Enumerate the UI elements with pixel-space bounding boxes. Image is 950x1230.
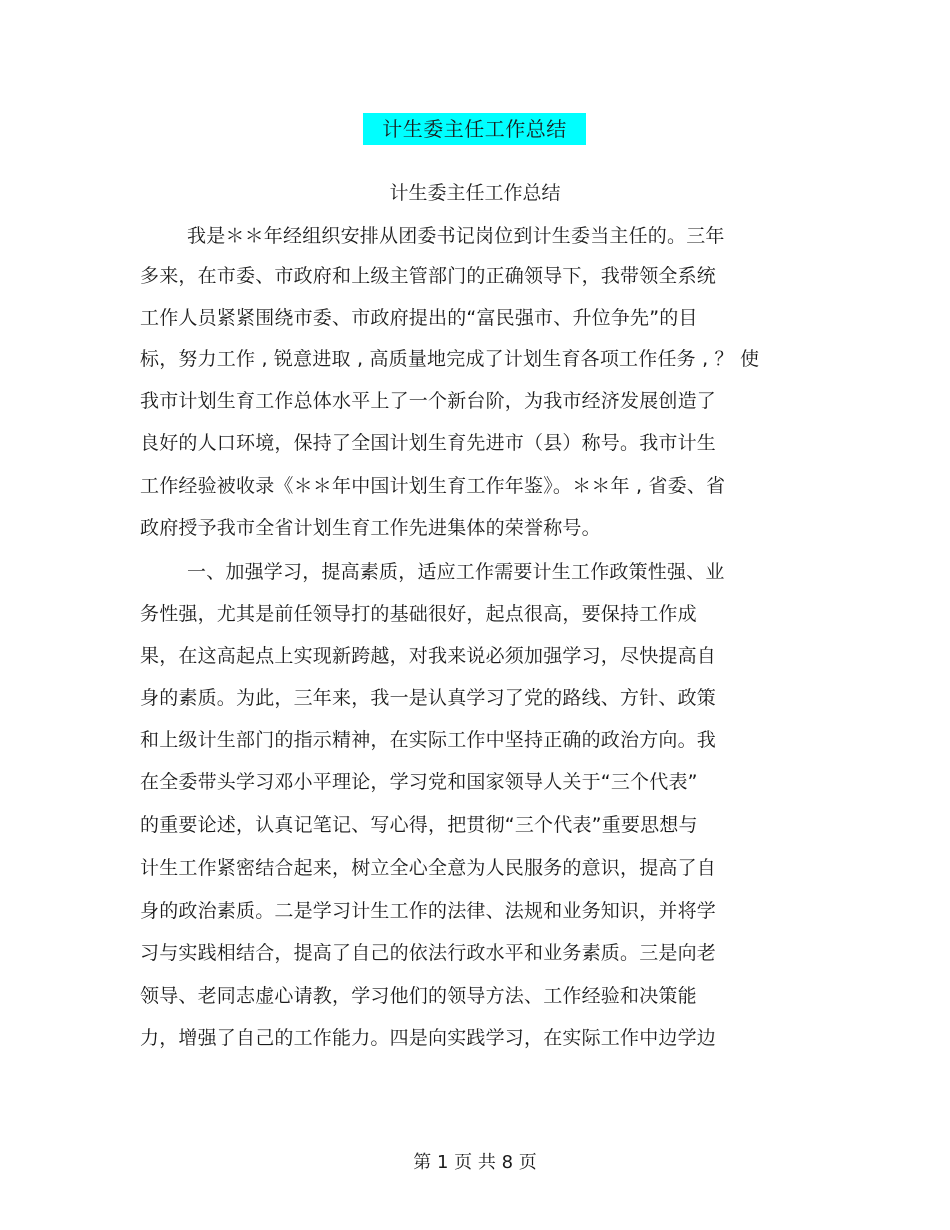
body-line-17: 身的政治素质。二是学习计生工作的法律、法规和业务知识，并将学 [140,900,717,922]
body-line-5: 我市计划生育工作总体水平上了一个新台阶，为我市经济发展创造了 [140,390,717,412]
body-line-10: 务性强，尤其是前任领导打的基础很好，起点很高，要保持工作成 [140,603,697,625]
page-number: 第 1 页 共 8 页 [413,1152,537,1173]
body-line-6: 良好的人口环境，保持了全国计划生育先进市（县）称号。我市计生 [140,432,717,454]
body-line-3: 工作人员紧紧围绕市委、市政府提出的“富民强市、升位争先”的目 [140,307,698,329]
document-subtitle: 计生委主任工作总结 [389,182,561,204]
body-line-9: 一、加强学习，提高素质，适应工作需要计生工作政策性强、业 [187,561,725,583]
body-line-18: 习与实践相结合，提高了自己的依法行政水平和业务素质。三是向老 [140,942,717,964]
body-line-16: 计生工作紧密结合起来，树立全心全意为人民服务的意识，提高了自 [140,857,717,879]
body-line-1: 我是＊＊年经组织安排从团委书记岗位到计生委当主任的。三年 [187,225,725,247]
body-line-20: 力，增强了自己的工作能力。四是向实践学习，在实际工作中边学边 [140,1027,717,1049]
body-line-8: 政府授予我市全省计划生育工作先进集体的荣誉称号。 [140,517,601,539]
body-line-2: 多来，在市委、市政府和上级主管部门的正确领导下，我带领全系统 [140,265,717,287]
body-line-19: 领导、老同志虚心请教，学习他们的领导方法、工作经验和决策能 [140,985,697,1007]
body-line-15: 的重要论述，认真记笔记、写心得，把贯彻“三个代表”重要思想与 [140,814,698,836]
body-line-12: 身的素质。为此，三年来，我一是认真学习了党的路线、方针、政策 [140,687,717,709]
body-line-11: 果，在这高起点上实现新跨越，对我来说必须加强学习，尽快提高自 [140,645,717,667]
page-title: 计生委主任工作总结 [382,117,567,141]
body-line-4: 标，努力工作 , 锐意进取 , 高质量地完成了计划生育各项工作任务 , ？ 使 [140,348,760,370]
body-line-7: 工作经验被收录《＊＊年中国计划生育工作年鉴》。＊＊年 , 省委、省 [140,475,726,497]
body-line-14: 在全委带头学习邓小平理论，学习党和国家领导人关于“三个代表” [140,771,698,793]
body-line-13: 和上级计生部门的指示精神，在实际工作中坚持正确的政治方向。我 [140,729,717,751]
